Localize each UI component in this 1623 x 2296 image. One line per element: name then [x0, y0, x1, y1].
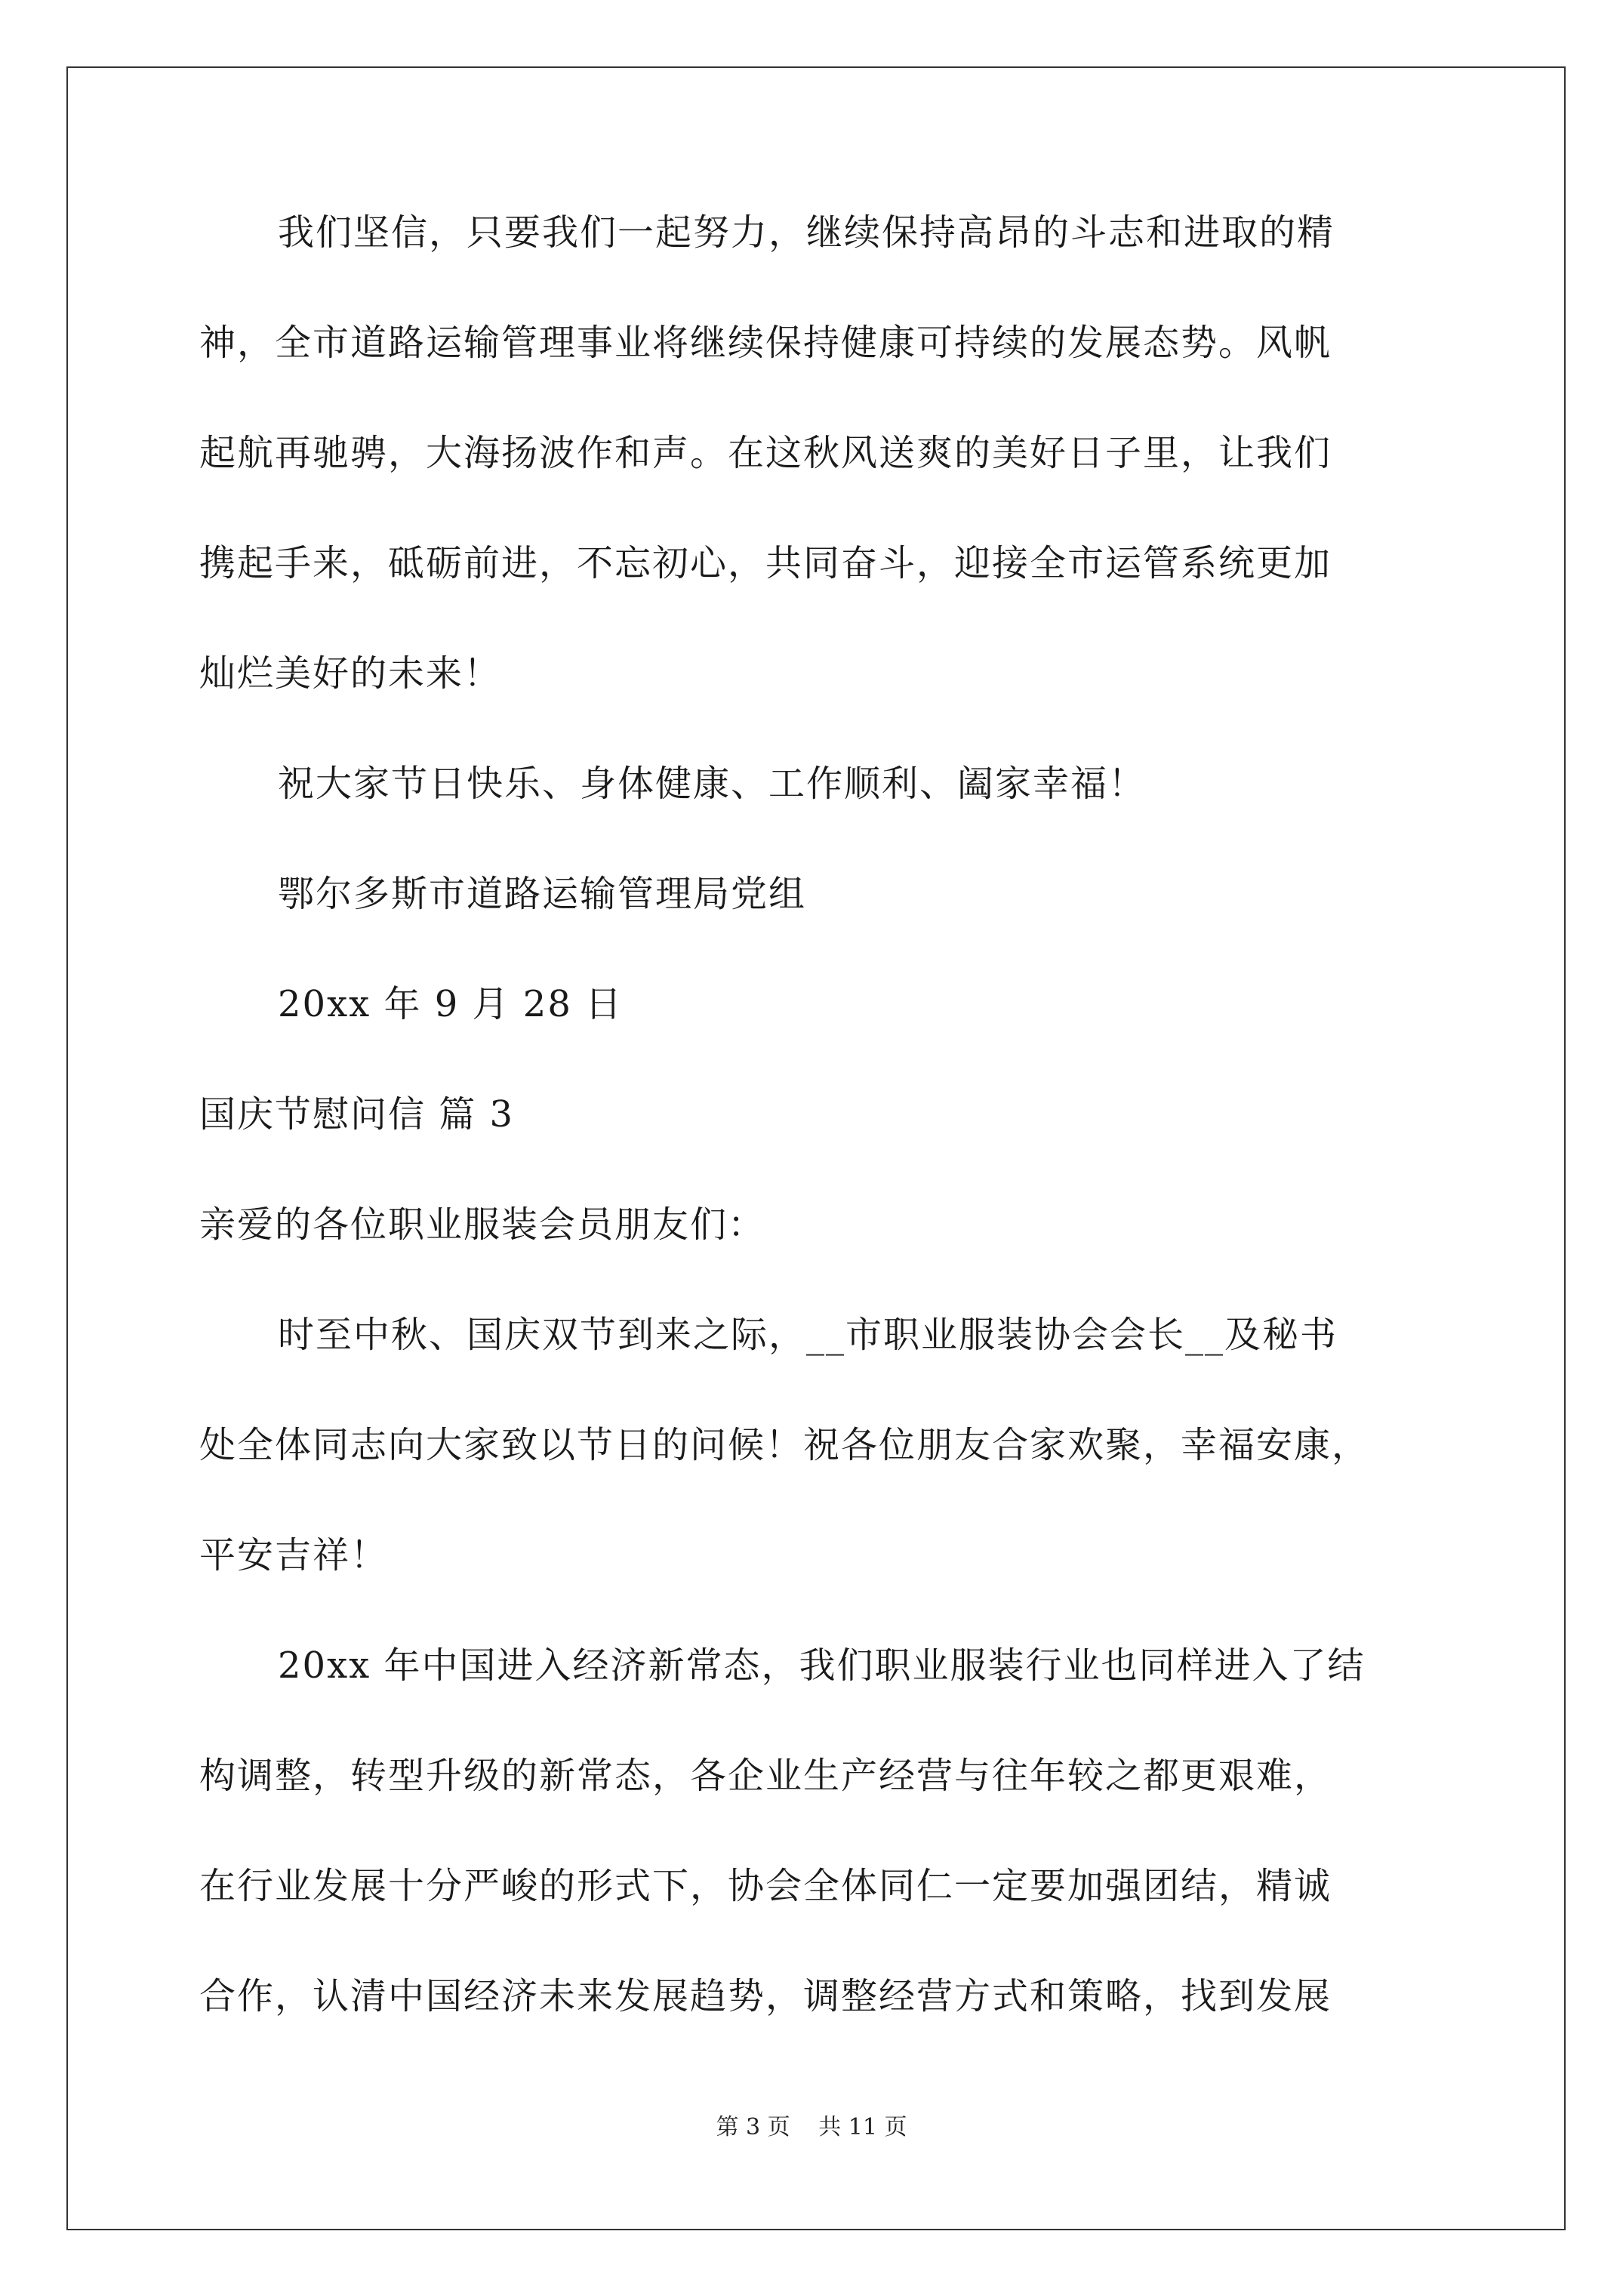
text-line: 平安吉祥！	[199, 1534, 389, 1576]
salutation-line: 亲爱的各位职业服装会员朋友们：	[199, 1203, 766, 1246]
page-footer	[0, 2114, 1623, 2141]
text-line: 构调整，转型升级的新常态，各企业生产经营与往年较之都更艰难，	[199, 1755, 1332, 1797]
text-line: 我们坚信，只要我们一起努力，继续保持高昂的斗志和进取的精	[278, 211, 1335, 254]
text-line: 20xx 年中国进入经济新常态，我们职业服装行业也同样进入了结	[278, 1644, 1366, 1687]
text-line: 祝大家节日快乐、身体健康、工作顺利、阖家幸福！	[278, 763, 1147, 805]
text-line: 合作，认清中国经济未来发展趋势，调整经营方式和策略，找到发展	[199, 1975, 1332, 2017]
text-line: 携起手来，砥砺前进，不忘初心，共同奋斗，迎接全市运管系统更加	[199, 542, 1332, 584]
text-line: 起航再驰骋，大海扬波作和声。在这秋风送爽的美好日子里，让我们	[199, 432, 1332, 474]
text-line: 神，全市道路运输管理事业将继续保持健康可持续的发展态势。风帆	[199, 322, 1332, 364]
date-line: 20xx 年 9 月 28 日	[278, 983, 624, 1025]
text-line: 时至中秋、国庆双节到来之际，__市职业服装协会会长__及秘书	[278, 1314, 1338, 1356]
text-line: 在行业发展十分严峻的形式下，协会全体同仁一定要加强团结，精诚	[199, 1865, 1332, 1907]
page-number-total: 共 11 页	[818, 2114, 907, 2140]
text-line: 处全体同志向大家致以节日的问候！祝各位朋友合家欢聚，幸福安康，	[199, 1424, 1370, 1466]
signature-line: 鄂尔多斯市道路运输管理局党组	[278, 873, 807, 915]
text-line: 灿烂美好的未来！	[199, 652, 502, 695]
page-number-current: 第 3 页	[716, 2114, 790, 2140]
section-heading: 国庆节慰问信 篇 3	[199, 1093, 515, 1136]
